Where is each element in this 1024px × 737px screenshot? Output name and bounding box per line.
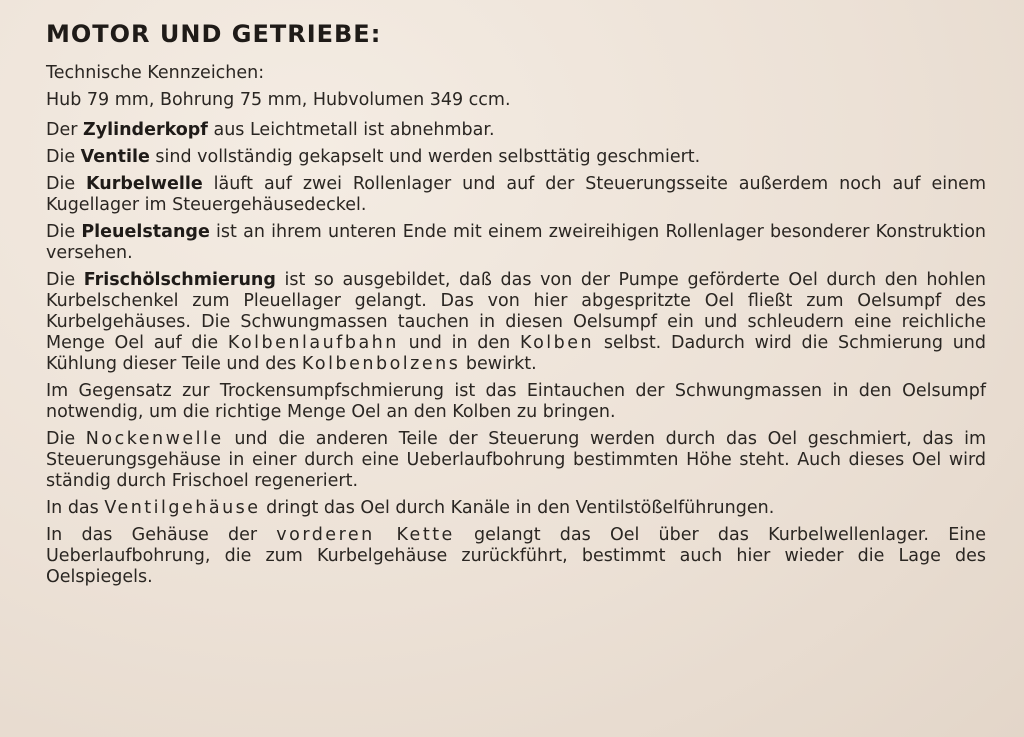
text-run: aus Leichtmetall ist abnehmbar. [207,120,495,140]
paragraph-crankshaft [46,174,986,216]
text-run: dringt das Oel durch Kanäle in den Ventilstößelführungen. [260,498,775,518]
text-run: Die [46,270,84,290]
paragraph-dry-sump-comparison: Im Gegensatz zur Trockensumpfschmierung ist das Eintauchen der Schwungmassen in den Oelsumpf notwendig, um die richtige Menge Oel an den Kolben zu bringen. [46,381,986,422]
paragraph-camshaft [46,429,986,492]
paragraph-front-chain [46,525,986,588]
text-run: Der [46,120,83,140]
term-ventilgehaeuse: Ventilgehäuse [104,498,261,518]
paragraph-connecting-rod [46,222,986,264]
text-run: Die [46,222,82,242]
term-nockenwelle: Nockenwelle [85,429,224,449]
text-run: sind vollständig gekapselt und werden selbsttätig geschmiert. [149,147,701,167]
text-run: und die anderen Teile der Steuerung werden durch das Oel geschmiert, das im Steuerungsgehäuse in einer durch eine Ueberlaufbohrung bestimmten Höhe steht. Auch dieses Oel wird ständig durch Frischoel regeneriert. [46,429,986,491]
term-pleuelstange: Pleuelstange [81,222,210,242]
term-ventile: Ventile [80,147,150,167]
text-run: ist an ihrem unteren Ende mit einem zweireihigen Rollenlager besonderer Konstruktion versehen. [46,222,986,263]
term-frischoelschmierung: Frischölschmierung [83,270,276,290]
text-run: ist so ausgebildet, daß das von der Pumpe geförderte Oel durch den hohlen Kurbelschenkel zum Pleuellager gelangt. Das von hier abgespritzte Oel fließt zum Oelsumpf des Kurbelgehäuses. Die Schwungmassen tauchen in diesen Oelsumpf ein und schleudern eine reichliche Menge Oel auf die [46,270,986,353]
term-zylinderkopf: Zylinderkopf [83,120,208,140]
paragraph-valves [46,147,986,168]
paragraph-lubrication [46,270,986,375]
term-kurbelwelle: Kurbelwelle [86,174,203,194]
text-run: Die [46,429,86,449]
text-run: Die [46,147,81,167]
term-kolbenlaufbahn: Kolbenlaufbahn [227,333,399,353]
specs-heading: Technische Kennzeichen: [46,63,265,83]
text-run: In das [46,498,105,518]
text-run: gelangt das Oel über das Kurbelwellenlager. Eine Ueberlaufbohrung, die zum Kurbelgehäuse zurückführt, bestimmt auch hier wieder die Lage des Oelspiegels. [46,525,986,587]
text-run: In das Gehäuse der [46,525,277,545]
specs-values: Hub 79 mm, Bohrung 75 mm, Hubvolumen 349 ccm. [46,90,511,110]
term-vordere-kette: vorderen Kette [276,525,455,545]
text-run: selbst. Dadurch wird die Schmierung und Kühlung dieser Teile und des [46,333,986,374]
paragraph-cylinder-head [46,120,986,141]
text-run: bewirkt. [460,354,537,374]
page-title: MOTOR UND GETRIEBE: [46,20,382,48]
term-kolben: Kolben [519,333,595,353]
text-run: und in den [398,333,520,353]
term-kolbenbolzens: Kolbenbolzens [301,354,461,374]
text-run: Die [46,174,87,194]
technical-specs [46,60,986,114]
paragraph-valve-housing [46,498,986,519]
text-run: läuft auf zwei Rollenlager und auf der Steuerungsseite außerdem noch auf einem Kugellager im Steuergehäusedeckel. [46,174,986,215]
